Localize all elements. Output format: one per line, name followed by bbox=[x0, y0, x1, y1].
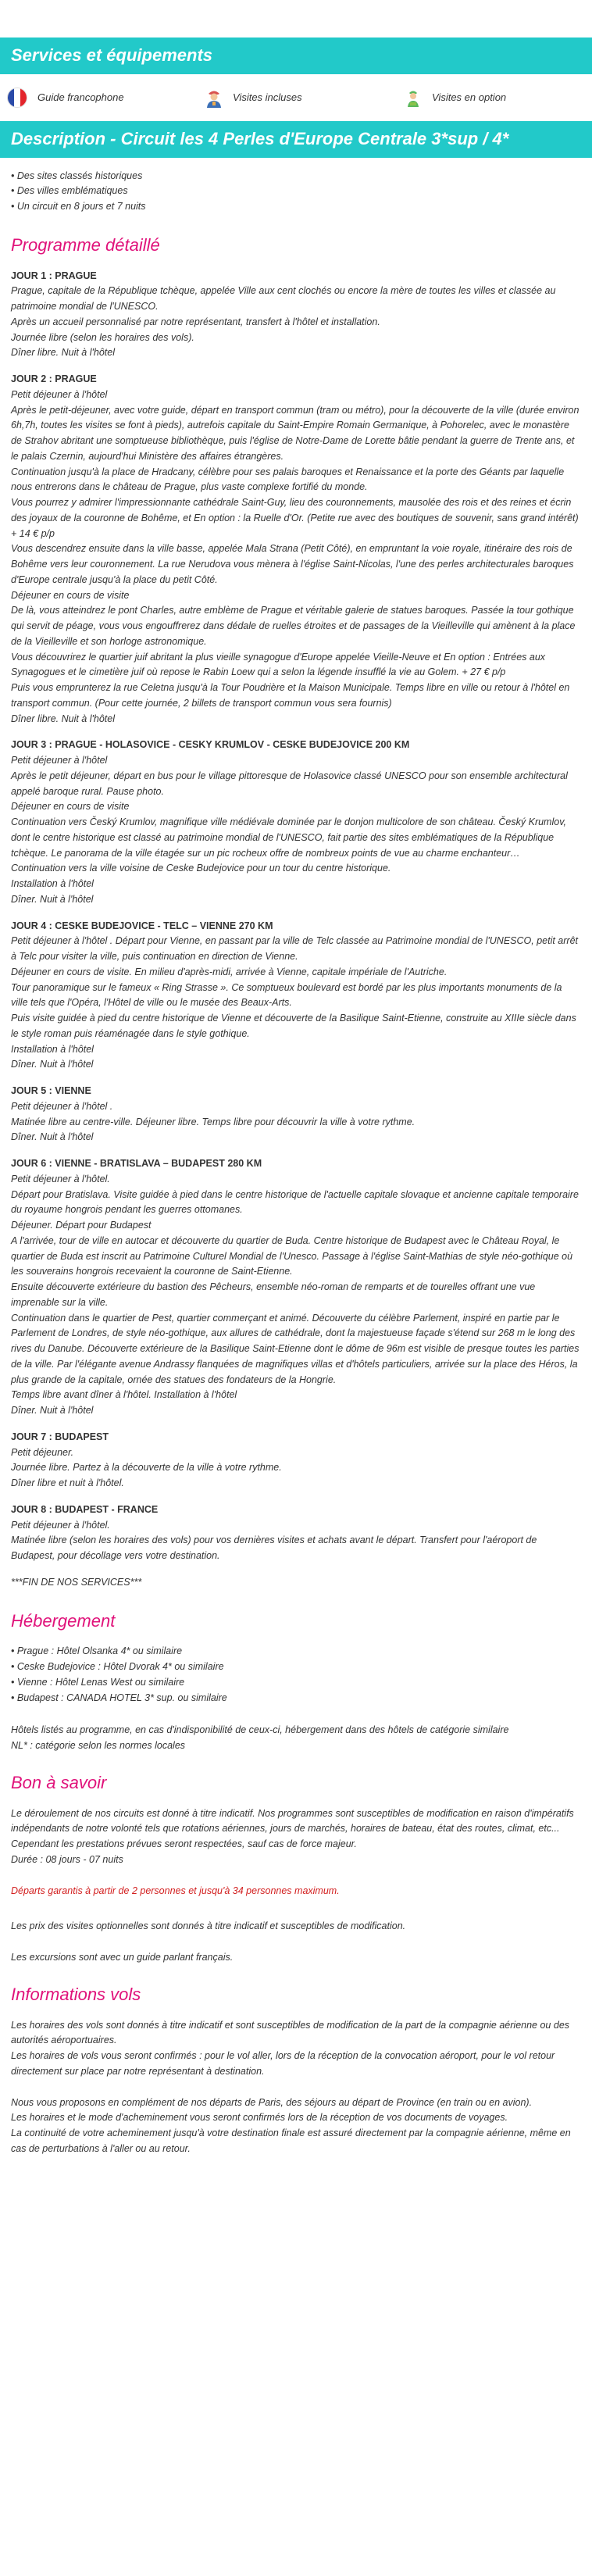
page bbox=[0, 38, 592, 2188]
service-optional-visits bbox=[402, 87, 582, 109]
day-line: Dîner. Nuit à l'hôtel bbox=[11, 1131, 94, 1143]
day-line: Petit déjeuner à l'hôtel. bbox=[11, 1519, 110, 1531]
flights-p2: Les horaires de vols vous seront confirmés : pour le vol aller, lors de la réception de la convocation aéroport, pour le vol retour directement sur place par notre représentant à destination. bbox=[11, 2050, 555, 2077]
service-french-guide bbox=[8, 87, 203, 109]
day-line: Matinée libre (selon les horaires des vols) pour vos dernières visites et achats avant le départ. Transfert pour l'aéroport de Budapest, pour décollage vers votre destination. bbox=[11, 1535, 537, 1562]
day-line: Temps libre avant dîner à l'hôtel. Installation à l'hôtel bbox=[11, 1389, 237, 1401]
list-item: • Budapest : CANADA HOTEL 3* sup. ou similaire bbox=[11, 1691, 581, 1706]
services-row bbox=[0, 74, 592, 121]
program-day bbox=[11, 738, 581, 907]
day-title: JOUR 4 : CESKE BUDEJOVICE - TELC – VIENNE 270 KM bbox=[11, 920, 273, 931]
day-line: Continuation jusqu'à la place de Hradcany, célèbre pour ses palais baroques et Renaissance et la porte des Géants par laquelle nous entrerons dans le château de Prague, plus vaste complexe fortifié du monde. bbox=[11, 466, 565, 493]
day-line: A l'arrivée, tour de ville en autocar et découverte du quartier de Buda. Centre historique de Budapest avec le Château Royal, le quartier de Buda est inscrit au Patrimoine Culturel Mondial de l'Unesco. Passage à l'église Saint-Mathias de style néo-gothique où les souverains hongrois recevaient la couronne de Saint-Etienne. bbox=[11, 1234, 573, 1277]
know-options: Les prix des visites optionnelles sont donnés à titre indicatif et susceptibles de modification. bbox=[11, 1920, 406, 1932]
list-item: • Vienne : Hôtel Lenas West ou similaire bbox=[11, 1675, 581, 1691]
day-title: JOUR 3 : PRAGUE - HOLASOVICE - CESKY KRUMLOV - CESKE BUDEJOVICE 200 KM bbox=[11, 739, 410, 751]
french-flag-icon bbox=[8, 87, 30, 109]
service-included-visits bbox=[203, 87, 402, 109]
day-line: Après le petit-déjeuner, avec votre guide, départ en transport commun (tram ou métro), pour la découverte de la ville (durée environ 6h,7h, toutes les visites se font à pieds), autrefois capitale du Saint-Empire Romain Germanique, à Pohorelec, avec le monastère de Strahov abritant une somptueuse bibliothèque, puis l'église de Notre-Dame de Lorette bâtie pendant la guerre de Trente ans, et le palais Czernin, aujourd'hui Ministère des affaires étrangères. bbox=[11, 404, 580, 462]
day-line: Déjeuner. Départ pour Budapest bbox=[11, 1220, 152, 1231]
list-item: • Des sites classés historiques bbox=[11, 169, 581, 184]
list-item: • Des villes emblématiques bbox=[11, 184, 581, 199]
day-line: Petit déjeuner à l'hôtel. bbox=[11, 1173, 110, 1184]
day-line: Matinée libre au centre-ville. Déjeuner libre. Temps libre pour découvrir la ville à votre rythme. bbox=[11, 1116, 415, 1127]
day-line: Dîner libre. Nuit à l'hôtel bbox=[11, 713, 116, 724]
end-note: ***FIN DE NOS SERVICES*** bbox=[11, 1576, 142, 1588]
program-day bbox=[11, 1502, 581, 1564]
know-paragraph: Le déroulement de nos circuits est donné à titre indicatif. Nos programmes sont susceptibles de modification en raison d'impératifs indépendants de notre volonté tels que rotations aériennes, jours de marchés, horaires de bateau, état des routes, climat, etc... Cependant les prestations prévues seront respectées, sauf cas de force majeur. bbox=[11, 1807, 574, 1850]
day-title: JOUR 7 : BUDAPEST bbox=[11, 1431, 109, 1442]
day-line: Vous pourrez y admirer l'impressionnante cathédrale Saint-Guy, lieu des couronnements, mausolée des rois et des reines et écrin des joyaux de la couronne de Bohême, et En option : la Ruelle d'Or. (Petite rue avec des boutiques de souvenir, sans grand intérêt) + 14 € p/p bbox=[11, 497, 579, 539]
day-line: Installation à l'hôtel bbox=[11, 1043, 94, 1055]
know-excursions: Les excursions sont avec un guide parlant français. bbox=[11, 1952, 234, 1963]
hotels-note-nl: NL* : catégorie selon les normes locales bbox=[11, 1740, 186, 1752]
day-line: Petit déjeuner à l'hôtel . Départ pour Vienne, en passant par la ville de Telc classée au Patrimoine mondial de l'UNESCO, petit arrêt à Telc pour visiter la ville, puis continuation en direction de Vienne. bbox=[11, 935, 579, 963]
service-label: Guide francophone bbox=[37, 91, 124, 103]
program-day bbox=[11, 919, 581, 1074]
hotels-note: Hôtels listés au programme, en cas d'indisponibilité de ceux-ci, hébergement dans des hôtels de catégorie similaire bbox=[11, 1724, 509, 1736]
service-label: Visites en option bbox=[432, 91, 507, 103]
day-title: JOUR 2 : PRAGUE bbox=[11, 373, 97, 385]
flights-title: Informations vols bbox=[11, 1984, 141, 2004]
list-item: • Ceske Budejovice : Hôtel Dvorak 4* ou similaire bbox=[11, 1660, 581, 1675]
day-line: Dîner. Nuit à l'hôtel bbox=[11, 893, 94, 905]
list-item: • Un circuit en 8 jours et 7 nuits bbox=[11, 199, 581, 215]
day-line: Petit déjeuner à l'hôtel bbox=[11, 388, 108, 400]
program-day bbox=[11, 1156, 581, 1419]
program-day bbox=[11, 1430, 581, 1492]
day-line: Continuation dans le quartier de Pest, quartier commerçant et animé. Découverte du célèbre Parlement, inspiré en partie par le Parlement de Londres, de style néo-gothique, aux allures de cathédrale, dont la majestueuse façade s'étend sur 268 m le long des rives du Danube. Découverte extérieure de la Basilique Saint-Etienne dont le dôme de 96m est visible de presque toutes les parties de la ville. Par l'élégante avenue Andrassy flanquées de magnifiques villas et d'hôtels particuliers, arrivée sur la place des Héros, la plus grande de la capitale, ornée des statues des fondateurs de la Hongrie. bbox=[11, 1312, 580, 1385]
day-line: Dîner libre et nuit à l'hôtel. bbox=[11, 1477, 124, 1489]
flights-p5: La continuité de votre acheminement jusqu'à votre destination finale est assuré directement par la compagnie aérienne, même en cas de perturbations à l'aller ou au retour. bbox=[11, 2128, 571, 2154]
know-duration: Durée : 08 jours - 07 nuits bbox=[11, 1853, 123, 1865]
day-line: Prague, capitale de la République tchèque, appelée Ville aux cent clochés ou encore la mère de toutes les villes et classée au patrimoine mondial de l'UNESCO. bbox=[11, 285, 556, 313]
hotels-list bbox=[11, 1644, 581, 1706]
main-content bbox=[0, 158, 592, 2188]
flights-p1: Les horaires des vols sont donnés à titre indicatif et sont susceptibles de modification de la part de la compagnie aérienne ou des autorités aéroportuaires. bbox=[11, 2019, 570, 2046]
day-line: Installation à l'hôtel bbox=[11, 878, 94, 890]
program-day bbox=[11, 269, 581, 362]
know-guarantee: Départs garantis à partir de 2 personnes et jusqu'à 34 personnes maximum. bbox=[11, 1885, 340, 1896]
day-title: JOUR 5 : VIENNE bbox=[11, 1085, 91, 1097]
day-line: Départ pour Bratislava. Visite guidée à pied dans le centre historique de l'actuelle capitale slovaque et ancienne capitale temporaire du royaume hongrois pendant les guerres ottomanes. bbox=[11, 1188, 579, 1216]
day-line: Dîner. Nuit à l'hôtel bbox=[11, 1405, 94, 1417]
flights-p3: Nous vous proposons en complément de nos départs de Paris, des séjours au départ de Province (en train ou en avion). bbox=[11, 2096, 533, 2108]
description-bullets bbox=[11, 169, 581, 215]
day-line: Petit déjeuner à l'hôtel bbox=[11, 755, 108, 766]
day-title: JOUR 1 : PRAGUE bbox=[11, 270, 97, 281]
guide-person-icon bbox=[203, 87, 225, 109]
list-item: • Prague : Hôtel Olsanka 4* ou similaire bbox=[11, 1644, 581, 1660]
optional-visit-icon bbox=[402, 87, 424, 109]
day-line: Déjeuner en cours de visite bbox=[11, 801, 130, 813]
know-title: Bon à savoir bbox=[11, 1772, 107, 1792]
day-line: Puis vous emprunterez la rue Celetna jusqu'à la Tour Poudrière et la Maison Municipale. Temps libre en ville ou retour à l'hôtel en transport commun. (Pour cette journée, 2 billets de transport commun vous sera fournis) bbox=[11, 682, 570, 709]
day-line: Vous découvrirez le quartier juif abritant la plus vieille synagogue d'Europe appelée Vieille-Neuve et En option : Entrées aux Synagogues et le cimetière juif où repose le Rabin Loew qui a selon la légende insufflé la vie au Golem. + 27 € p/p bbox=[11, 651, 546, 678]
day-line: Continuation vers la ville voisine de Ceske Budejovice pour un tour du centre historique. bbox=[11, 863, 391, 874]
day-line: Tour panoramique sur le fameux « Ring Strasse ». Ce somptueux boulevard est bordé par les plus importants monuments de la ville tels que l'Opéra, l'Hôtel de ville ou le musée des Beaux-Arts. bbox=[11, 981, 562, 1009]
day-line: Dîner libre. Nuit à l'hôtel bbox=[11, 347, 116, 359]
program-day bbox=[11, 1084, 581, 1145]
program-day bbox=[11, 372, 581, 727]
day-line: Journée libre (selon les horaires des vols). bbox=[11, 331, 194, 343]
day-line: Puis visite guidée à pied du centre historique de Vienne et découverte de la Basilique Saint-Etienne, construite au XIIIe siècle dans le style roman puis réaménagée dans le style gothique. bbox=[11, 1013, 576, 1039]
day-line: Ensuite découverte extérieure du bastion des Pêcheurs, ensemble néo-roman de remparts et de tourelles offrant une vue imprenable sur la ville. bbox=[11, 1281, 536, 1308]
day-line: Vous descendrez ensuite dans la ville basse, appelée Mala Strana (Petit Côté), en empruntant la voie royale, itinéraire des rois de Bohême vers leur couronnement. La rue Nerudova vous mènera à l'église Saint-Nicolas, l'une des perles architecturales baroques d'Europe centrale jusqu'à la place du petit Côté. bbox=[11, 543, 574, 585]
hotels-title: Hébergement bbox=[11, 1610, 116, 1631]
day-line: Petit déjeuner à l'hôtel . bbox=[11, 1100, 113, 1112]
day-line: Après le petit déjeuner, départ en bus pour le village pittoresque de Holasovice classé UNESCO pour son ensemble architectural appelé baroque rural. Pause photo. bbox=[11, 770, 568, 797]
program-title: Programme détaillé bbox=[11, 234, 160, 255]
day-title: JOUR 8 : BUDAPEST - FRANCE bbox=[11, 1503, 159, 1515]
services-title: Services et équipements bbox=[0, 38, 592, 74]
description-title: Description - Circuit les 4 Perles d'Europe Centrale 3*sup / 4* bbox=[0, 121, 592, 158]
day-line: Après un accueil personnalisé par notre représentant, transfert à l'hôtel et installation. bbox=[11, 316, 380, 327]
day-line: Dîner. Nuit à l'hôtel bbox=[11, 1059, 94, 1070]
day-line: Déjeuner en cours de visite. En milieu d'après-midi, arrivée à Vienne, capitale impériale de l'Autriche. bbox=[11, 966, 448, 977]
day-line: Journée libre. Partez à la découverte de la ville à votre rythme. bbox=[11, 1462, 282, 1474]
day-title: JOUR 6 : VIENNE - BRATISLAVA – BUDAPEST 280 KM bbox=[11, 1158, 262, 1170]
flights-p4: Les horaires et le mode d'acheminement vous seront confirmés lors de la réception de vos documents de voyages. bbox=[11, 2112, 508, 2124]
service-label: Visites incluses bbox=[233, 91, 302, 103]
day-line: Continuation vers Český Krumlov, magnifique ville médiévale dominée par le donjon multicolore de son château. Český Krumlov, dont le centre historique est classé au patrimoine mondial de l'UNESCO, fait partie des sites emblématiques de la République tchèque. Le panorama de la ville étagée sur un pic rocheux offre de nombreux points de vue au charme enchanteur… bbox=[11, 816, 566, 859]
day-line: Petit déjeuner. bbox=[11, 1446, 74, 1458]
day-line: Déjeuner en cours de visite bbox=[11, 589, 130, 601]
day-line: De là, vous atteindrez le pont Charles, autre emblème de Prague et véritable galerie de statues baroques. Passée la tour gothique qui servit de péage, vous vous engouffrerez dans dédale de ruelles étroites et de passages de la Vieilleville qui amènent à la place de la Vieilleville et son horloge astronomique. bbox=[11, 605, 576, 647]
program-days bbox=[11, 269, 581, 1564]
